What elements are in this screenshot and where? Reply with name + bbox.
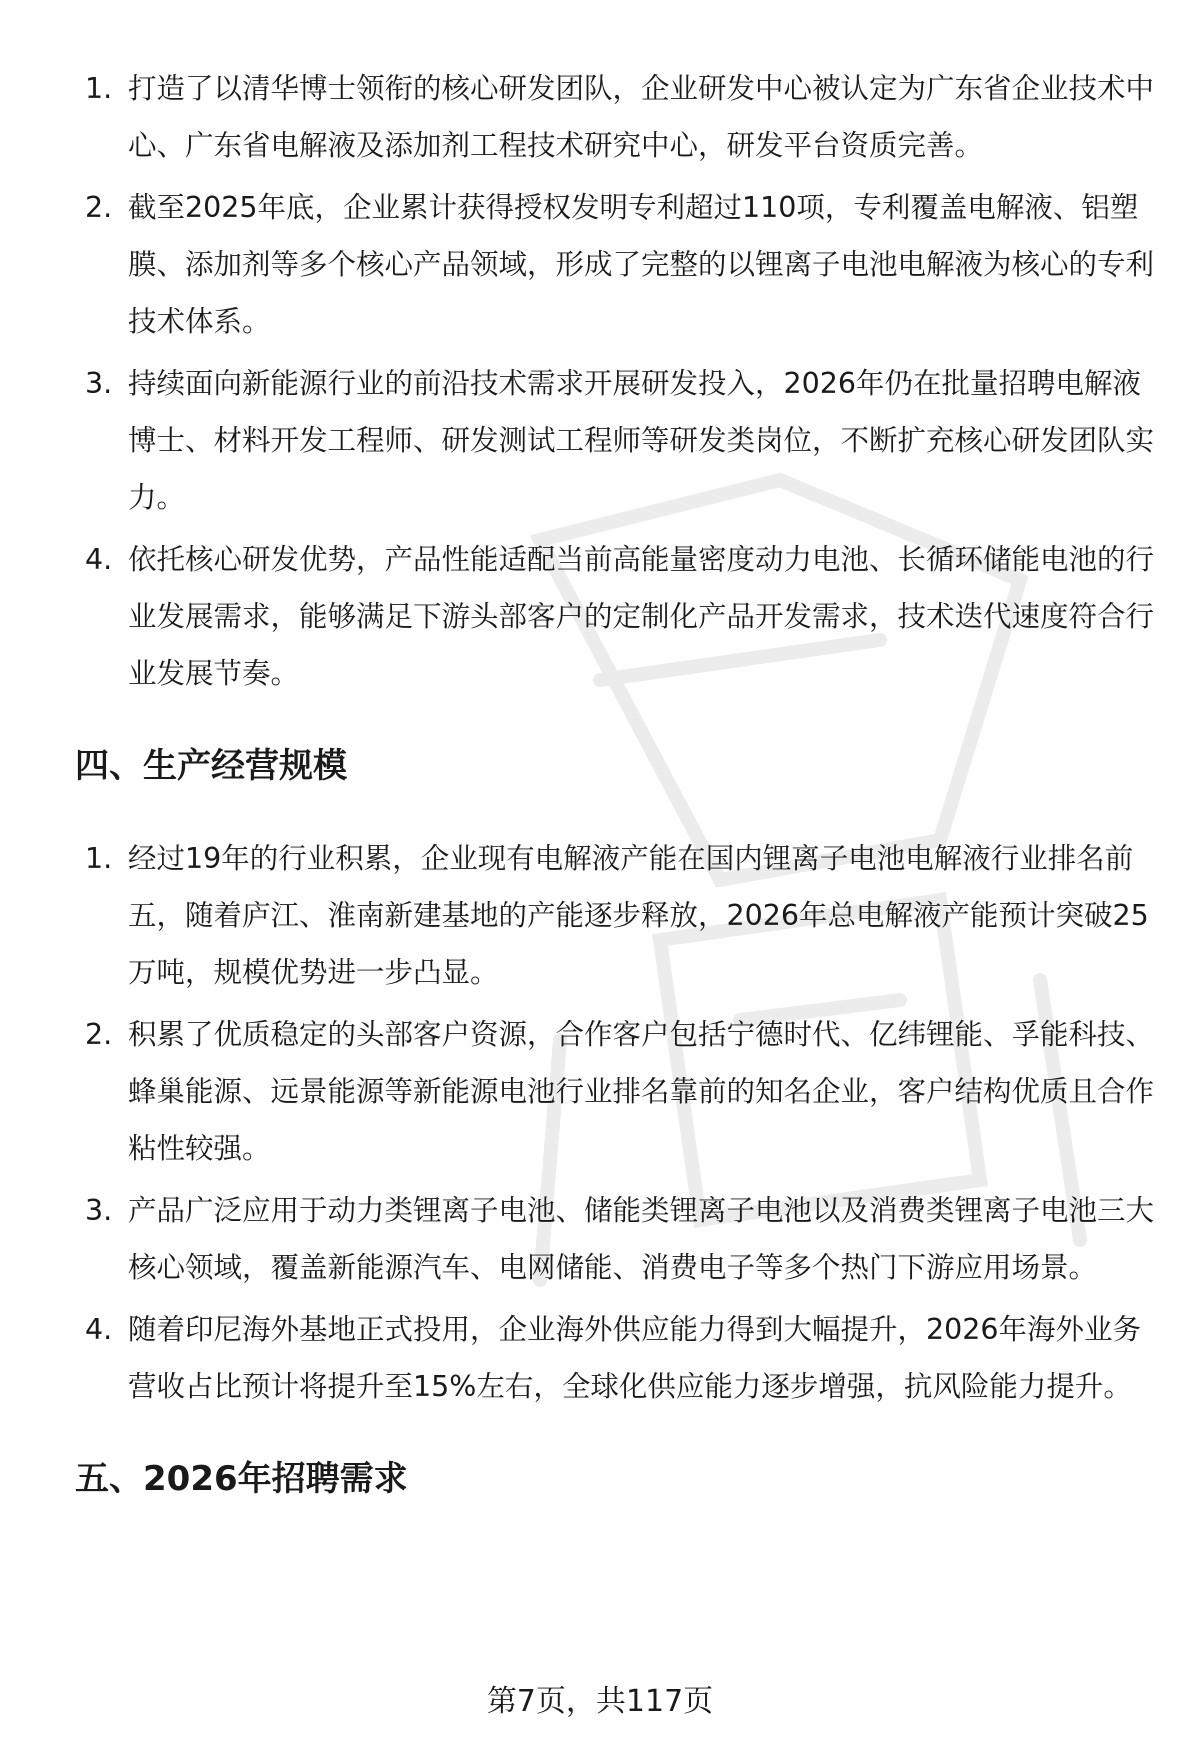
- list-item-text: 积累了优质稳定的头部客户资源，合作客户包括宁德时代、亿纬锂能、孚能科技、蜂巢能源、远景能源等新能源电池行业排名靠前的知名企业，客户结构优质且合作粘性较强。: [128, 1018, 1155, 1165]
- research-list: [75, 60, 1155, 702]
- list-item-number: 3.: [85, 1194, 113, 1227]
- list-item-number: 1.: [85, 72, 113, 105]
- list-item-number: 4.: [85, 543, 113, 576]
- list-item-text: 产品广泛应用于动力类锂离子电池、储能类锂离子电池以及消费类锂离子电池三大核心领域，覆盖新能源汽车、电网储能、消费电子等多个热门下游应用场景。: [128, 1194, 1155, 1284]
- production-scale-list: [75, 830, 1155, 1415]
- list-item: [75, 1182, 1155, 1296]
- list-item-text: 经过19年的行业积累，企业现有电解液产能在国内锂离子电池电解液行业排名前五，随着庐江、淮南新建基地的产能逐步释放，2026年总电解液产能预计突破25万吨，规模优势进一步凸显。: [128, 842, 1149, 989]
- list-item: [75, 531, 1155, 702]
- list-item-number: 3.: [85, 367, 113, 400]
- list-item-number: 2.: [85, 1018, 113, 1051]
- list-item-text: 打造了以清华博士领衔的核心研发团队，企业研发中心被认定为广东省企业技术中心、广东省电解液及添加剂工程技术研究中心，研发平台资质完善。: [128, 72, 1155, 162]
- list-item: [75, 179, 1155, 350]
- list-item-number: 1.: [85, 842, 113, 875]
- section-heading-recruitment: 五、2026年招聘需求: [75, 1459, 408, 1499]
- list-item: [75, 830, 1155, 1001]
- section-heading-production-scale: 四、生产经营规模: [75, 746, 347, 786]
- list-item: [75, 355, 1155, 526]
- list-item: [75, 1301, 1155, 1415]
- list-item-number: 2.: [85, 191, 113, 224]
- list-item-text: 依托核心研发优势，产品性能适配当前高能量密度动力电池、长循环储能电池的行业发展需求，能够满足下游头部客户的定制化产品开发需求，技术迭代速度符合行业发展节奏。: [128, 543, 1155, 690]
- page-number-footer: 第7页，共117页: [486, 1684, 714, 1719]
- list-item: [75, 1006, 1155, 1177]
- list-item-text: 截至2025年底，企业累计获得授权发明专利超过110项，专利覆盖电解液、铝塑膜、添加剂等多个核心产品领域，形成了完整的以锂离子电池电解液为核心的专利技术体系。: [128, 191, 1155, 338]
- list-item: [75, 60, 1155, 174]
- document-content: [75, 60, 1155, 1501]
- list-item-text: 随着印尼海外基地正式投用，企业海外供应能力得到大幅提升，2026年海外业务营收占比预计将提升至15%左右，全球化供应能力逐步增强，抗风险能力提升。: [128, 1313, 1142, 1403]
- list-item-text: 持续面向新能源行业的前沿技术需求开展研发投入，2026年仍在批量招聘电解液博士、材料开发工程师、研发测试工程师等研发类岗位，不断扩充核心研发团队实力。: [128, 367, 1155, 514]
- list-item-number: 4.: [85, 1313, 113, 1346]
